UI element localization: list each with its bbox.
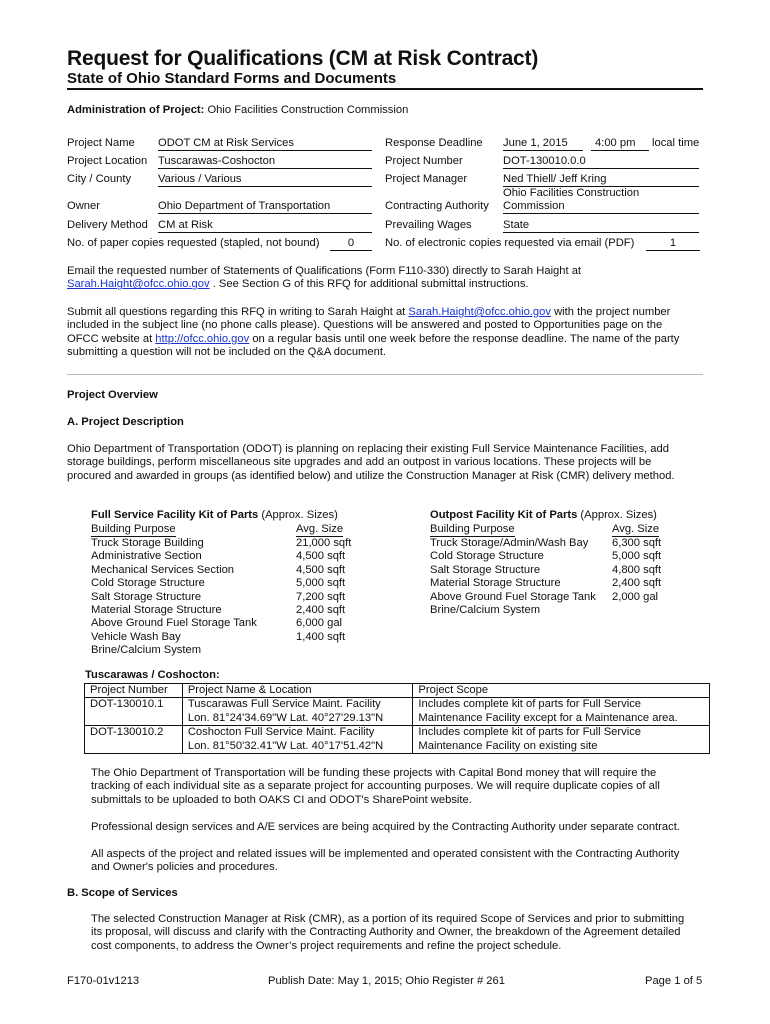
questions-text-line2: included in the subject line (no phone calls please). Questions will be answered and posted to Opportunities page on the [67, 319, 663, 332]
kit-row [91, 604, 361, 617]
kit-row [91, 564, 361, 577]
project-scope-line1: Includes complete kit of parts for Full Service [418, 698, 642, 711]
project-description-line1: Ohio Department of Transportation (ODOT) is planning on replacing their existing Full Service Maintenance Facilities, add [67, 443, 669, 455]
kit-avg-size: 4,800 sqft [612, 563, 662, 576]
design-services-paragraph: Professional design services and A/E services are being acquired by the Contracting Authority under separate contract. [91, 821, 680, 833]
contracting-authority-field[interactable]: Commission [503, 200, 699, 214]
header-project-name: Project Name & Location [182, 684, 413, 698]
footer-page-number: Page 1 of 5 [645, 975, 703, 987]
project-manager-field[interactable]: Ned Thiell/ Jeff Kring [503, 173, 699, 187]
page-subtitle: State of Ohio Standard Forms and Documents [67, 70, 397, 87]
projects-table-header [85, 684, 710, 698]
prevailing-wages-label: Prevailing Wages [385, 219, 472, 231]
full-service-kit-title [91, 509, 338, 522]
electronic-copies-label: No. of electronic copies requested via email (PDF) [385, 237, 635, 249]
full-service-col-purpose: Building Purpose [91, 523, 176, 537]
owner-label: Owner [67, 200, 100, 212]
kit-row [91, 550, 361, 563]
questions-text-1: Submit all questions regarding this RFQ in writing to Sarah Haight at [67, 306, 409, 318]
outpost-kit-title [430, 509, 657, 522]
kit-row [430, 604, 670, 617]
scope-of-services-text [91, 913, 711, 953]
email-instructions-rest: . See Section G of this RFQ for additional submittal instructions. [209, 278, 529, 291]
header-divider [67, 88, 703, 90]
project-location: Lon. 81°50'32.41"W Lat. 40°17'51.42"N [187, 739, 384, 752]
projects-table-heading: Tuscarawas / Coshocton: [85, 669, 220, 681]
kit-row [91, 537, 361, 550]
aspects-paragraph [91, 848, 711, 875]
project-scope-cell [413, 698, 710, 726]
projects-table [84, 683, 710, 754]
kit-avg-size: 2,400 sqft [296, 603, 346, 616]
project-scope-cell [413, 726, 710, 754]
full-service-kit-title-rest: (Approx. Sizes) [258, 509, 338, 521]
kit-building-purpose: Administrative Section [91, 550, 202, 563]
funding-line2: tracking of each individual site as a separate project for accounting purposes. We will require duplicate copies of all [91, 780, 660, 793]
project-scope-line2: Maintenance Facility except for a Maintenance area. [418, 711, 678, 724]
kit-building-purpose: Brine/Calcium System [430, 603, 541, 616]
aspects-line1: All aspects of the project and related issues will be implemented and operated consistent with the Contracting Authority [91, 848, 680, 860]
owner-field[interactable]: Ohio Department of Transportation [158, 200, 372, 214]
outpost-kit-title-bold: Outpost Facility Kit of Parts [430, 509, 578, 521]
paper-copies-field[interactable]: 0 [330, 237, 372, 251]
administration-label: Administration of Project: [67, 104, 205, 116]
scope-line3: cost components, to address the Owner’s project requirements and refine the project schedule. [91, 939, 562, 952]
footer-form-id: F170-01v1213 [67, 975, 140, 987]
kit-row [430, 537, 670, 550]
prevailing-wages-field[interactable]: State [503, 219, 699, 233]
questions-text-3: OFCC website at [67, 332, 156, 345]
administration-value: Ohio Facilities Construction Commission [207, 104, 409, 116]
project-name: Coshocton Full Service Maint. Facility [187, 726, 375, 739]
project-overview-heading: Project Overview [67, 389, 158, 401]
project-number-cell: DOT-130010.1 [85, 698, 183, 726]
project-name-cell [182, 698, 413, 726]
kit-building-purpose: Cold Storage Structure [430, 550, 544, 563]
table-row [85, 726, 710, 754]
questions-instructions [67, 306, 707, 360]
project-name-cell [182, 726, 413, 754]
electronic-copies-field[interactable]: 1 [646, 237, 700, 251]
kit-avg-size: 1,400 sqft [296, 630, 346, 643]
kit-avg-size: 6,000 gal [296, 617, 343, 630]
questions-text-4: on a regular basis until one week before the response deadline. The name of the party [249, 332, 680, 345]
response-time-field[interactable]: 4:00 pm [591, 137, 649, 151]
project-description-line2: storage buildings, perform miscellaneous site upgrades and add an outpost in various locations. These projects will be [67, 456, 652, 469]
questions-text-2: with the project number [550, 306, 671, 318]
kit-building-purpose: Cold Storage Structure [91, 577, 205, 590]
kit-row [91, 591, 361, 604]
response-deadline-label: Response Deadline [385, 137, 483, 149]
delivery-method-field[interactable]: CM at Risk [158, 219, 372, 233]
kit-building-purpose: Brine/Calcium System [91, 644, 202, 657]
full-service-kit-title-bold: Full Service Facility Kit of Parts [91, 509, 259, 521]
kit-avg-size: 4,500 sqft [296, 550, 346, 563]
kit-avg-size: 2,400 sqft [612, 577, 662, 590]
email-instructions-line1: Email the requested number of Statements of Qualifications (Form F110-330) directly to Sarah Haight at [67, 265, 582, 277]
project-description-line3: procured and awarded in groups (as identified below) and utilize the Construction Manager at Risk (CMR) delivery method. [67, 469, 675, 482]
contracting-authority-line1: Ohio Facilities Construction [503, 187, 640, 199]
kit-building-purpose: Mechanical Services Section [91, 563, 235, 576]
project-name: Tuscarawas Full Service Maint. Facility [187, 698, 381, 711]
kit-row [91, 617, 361, 630]
paper-copies-label: No. of paper copies requested (stapled, not bound) [67, 237, 320, 249]
kit-building-purpose: Vehicle Wash Bay [91, 630, 181, 643]
kit-building-purpose: Truck Storage Building [91, 537, 204, 549]
footer-publish-date: Publish Date: May 1, 2015; Ohio Register # 261 [268, 975, 505, 987]
kit-building-purpose: Salt Storage Structure [430, 563, 541, 576]
project-scope-line2: Maintenance Facility on existing site [418, 739, 598, 752]
kit-row [91, 644, 361, 657]
funding-line1: The Ohio Department of Transportation will be funding these projects with Capital Bond money that will require the [91, 767, 657, 779]
project-name-field[interactable]: ODOT CM at Risk Services [158, 137, 372, 151]
project-description-text [67, 443, 717, 483]
response-date-field[interactable]: June 1, 2015 [503, 137, 583, 151]
kit-building-purpose: Above Ground Fuel Storage Tank [430, 590, 596, 603]
header-project-number: Project Number [85, 684, 183, 698]
kit-avg-size: 7,200 sqft [296, 590, 346, 603]
city-county-field[interactable]: Various / Various [158, 173, 372, 187]
project-scope-line1: Includes complete kit of parts for Full Service [418, 726, 642, 739]
kit-building-purpose: Salt Storage Structure [91, 590, 202, 603]
response-timezone: local time [652, 137, 700, 149]
kit-avg-size: 5,000 sqft [612, 550, 662, 563]
email-instructions [67, 265, 707, 292]
outpost-kit-title-rest: (Approx. Sizes) [577, 509, 657, 521]
city-county-label: City / County [67, 173, 132, 185]
kit-row [430, 550, 670, 563]
kit-avg-size: 21,000 sqft [296, 537, 352, 549]
header-project-scope: Project Scope [413, 684, 710, 698]
full-service-col-size: Avg. Size [296, 523, 343, 537]
project-number-label: Project Number [385, 155, 463, 167]
kit-building-purpose: Material Storage Structure [430, 577, 561, 590]
kit-avg-size: 5,000 sqft [296, 577, 346, 590]
contracting-authority-label: Contracting Authority [385, 200, 489, 212]
section-divider [67, 374, 703, 375]
project-manager-label: Project Manager [385, 173, 468, 185]
questions-text-line4: submitting a question will not be included on the Q&A document. [67, 346, 387, 359]
administration-line [67, 104, 408, 117]
kit-row [91, 577, 361, 590]
project-location-field[interactable]: Tuscarawas-Coshocton [158, 155, 372, 169]
scope-line2: its proposal, will discuss and clarify with the Contracting Authority and Owner, the breakdown of the Agreement detailed [91, 926, 681, 939]
outpost-kit-list [430, 537, 670, 617]
kit-avg-size: 4,500 sqft [296, 563, 346, 576]
outpost-col-size: Avg. Size [612, 523, 659, 537]
full-service-kit-list [91, 537, 361, 658]
kit-row [91, 631, 361, 644]
kit-avg-size: 2,000 gal [612, 590, 659, 603]
kit-building-purpose: Above Ground Fuel Storage Tank [91, 617, 257, 630]
table-row [85, 698, 710, 726]
funding-line3: submittals to be uploaded to both OAKS CI and ODOT's SharePoint website. [91, 793, 472, 806]
funding-paragraph [91, 767, 711, 807]
project-name-label: Project Name [67, 137, 135, 149]
kit-building-purpose: Truck Storage/Admin/Wash Bay [430, 537, 589, 549]
email-link[interactable]: Sarah.Haight@ofcc.ohio.gov [67, 278, 210, 291]
aspects-line2: and Owner's policies and procedures. [91, 861, 278, 874]
kit-row [430, 564, 670, 577]
outpost-col-purpose: Building Purpose [430, 523, 515, 537]
questions-email-link[interactable]: Sarah.Haight@ofcc.ohio.gov [408, 306, 551, 318]
scope-of-services-heading: B. Scope of Services [67, 887, 178, 899]
kit-avg-size: 6,300 sqft [612, 537, 662, 549]
page-title: Request for Qualifications (CM at Risk Contract) [67, 47, 539, 70]
kit-row [430, 577, 670, 590]
ofcc-website-link[interactable]: http://ofcc.ohio.gov [155, 332, 250, 345]
kit-row [430, 591, 670, 604]
delivery-method-label: Delivery Method [67, 219, 148, 231]
scope-line1: The selected Construction Manager at Risk (CMR), as a portion of its required Scope of Services and prior to submitting [91, 913, 685, 925]
project-description-heading: A. Project Description [67, 416, 184, 428]
project-location-label: Project Location [67, 155, 148, 167]
project-location: Lon. 81°24'34.69"W Lat. 40°27'29.13"N [187, 711, 384, 724]
project-number-cell: DOT-130010.2 [85, 726, 183, 754]
kit-building-purpose: Material Storage Structure [91, 603, 222, 616]
project-number-field[interactable]: DOT-130010.0.0 [503, 155, 699, 169]
